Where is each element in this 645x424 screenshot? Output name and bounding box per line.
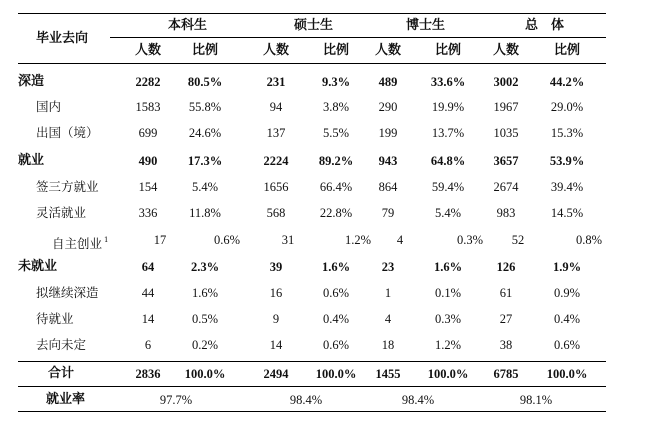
cell-ratio: 24.6%: [188, 126, 222, 140]
cell-count: 1035: [493, 126, 519, 140]
row-label: 拟继续深造: [36, 285, 99, 300]
row-label-header: 毕业去向: [36, 31, 89, 46]
group-header-phd: 博士生: [406, 18, 446, 33]
cell-ratio: 2.3%: [190, 260, 220, 274]
cell-count: 14: [141, 312, 155, 326]
cell-ratio: 0.6%: [322, 338, 350, 352]
cell-count: 38: [499, 338, 513, 352]
cell-count: 290: [378, 100, 398, 114]
cell-ratio: 59.4%: [431, 180, 465, 194]
cell-count: 61: [499, 286, 513, 300]
cell-ratio: 15.3%: [550, 126, 584, 140]
cell-count: 699: [138, 126, 158, 140]
cell-ratio: 13.7%: [431, 126, 465, 140]
cell-count: 16: [269, 286, 283, 300]
cell-ratio: 0.4%: [322, 312, 350, 326]
cell-count: 94: [269, 100, 283, 114]
total-ratio: 100.0%: [546, 367, 588, 381]
cell-count: 231: [266, 75, 286, 89]
cell-ratio: 89.2%: [318, 154, 354, 168]
cell-ratio: 5.4%: [191, 180, 219, 194]
group-header-master: 硕士生: [294, 18, 334, 33]
cell-count: 31: [281, 233, 295, 247]
cell-ratio: 0.3%: [434, 312, 462, 326]
subheader-ratio: 比例: [434, 43, 462, 58]
cell-ratio: 64.8%: [430, 154, 466, 168]
employment-rate-value: 98.1%: [519, 393, 553, 407]
cell-count: 4: [384, 312, 392, 326]
employment-rate-value: 97.7%: [159, 393, 193, 407]
cell-ratio: 9.3%: [321, 75, 351, 89]
row-label: 就业: [18, 153, 45, 168]
cell-count: 64: [141, 260, 155, 274]
total-ratio: 100.0%: [315, 367, 357, 381]
cell-ratio: 0.5%: [191, 312, 219, 326]
cell-count: 3657: [493, 154, 519, 168]
cell-ratio: 1.6%: [191, 286, 219, 300]
cell-count: 79: [381, 206, 395, 220]
row-label: 国内: [36, 99, 62, 114]
row-label: 签三方就业: [36, 179, 99, 194]
cell-count: 27: [499, 312, 513, 326]
total-ratio: 100.0%: [427, 367, 469, 381]
cell-count: 154: [138, 180, 158, 194]
cell-count: 1967: [493, 100, 519, 114]
cell-ratio: 55.8%: [188, 100, 222, 114]
row-label: 灵活就业: [36, 205, 87, 220]
cell-ratio: 14.5%: [550, 206, 584, 220]
total-ratio: 100.0%: [184, 367, 226, 381]
total-label: 合计: [48, 366, 75, 381]
cell-ratio: 0.6%: [213, 233, 241, 247]
cell-count: 2674: [493, 180, 519, 194]
subheader-ratio: 比例: [553, 43, 581, 58]
cell-count: 943: [378, 154, 398, 168]
cell-count: 199: [378, 126, 398, 140]
cell-count: 1583: [135, 100, 161, 114]
total-count: 2836: [135, 367, 161, 381]
cell-count: 14: [269, 338, 283, 352]
cell-ratio: 11.8%: [189, 206, 221, 220]
cell-ratio: 3.8%: [322, 100, 350, 114]
subheader-ratio: 比例: [191, 43, 219, 58]
cell-count: 490: [138, 154, 158, 168]
cell-count: 126: [496, 260, 516, 274]
cell-ratio: 1.2%: [434, 338, 462, 352]
cell-ratio: 22.8%: [319, 206, 353, 220]
footnote-marker: 1: [104, 236, 109, 244]
cell-count: 1656: [263, 180, 289, 194]
top-rule: [18, 13, 606, 14]
total-count: 1455: [375, 367, 401, 381]
cell-ratio: 29.0%: [550, 100, 584, 114]
cell-ratio: 0.6%: [322, 286, 350, 300]
cell-count: 137: [266, 126, 286, 140]
cell-count: 2224: [263, 154, 289, 168]
total-top-rule: [18, 361, 606, 362]
row-label: 去向未定: [36, 337, 87, 352]
cell-ratio: 0.1%: [434, 286, 462, 300]
row-label: 待就业: [36, 311, 74, 326]
cell-ratio: 1.9%: [552, 260, 582, 274]
group-rule: [110, 37, 606, 38]
subheader-ratio: 比例: [322, 43, 350, 58]
cell-count: 39: [269, 260, 283, 274]
cell-count: 489: [378, 75, 398, 89]
bottom-rule: [18, 411, 606, 412]
subheader-count: 人数: [134, 43, 162, 58]
cell-ratio: 80.5%: [187, 75, 223, 89]
cell-ratio: 5.5%: [322, 126, 350, 140]
cell-ratio: 0.9%: [553, 286, 581, 300]
cell-ratio: 5.4%: [434, 206, 462, 220]
cell-ratio: 39.4%: [550, 180, 584, 194]
employment-rate-value: 98.4%: [289, 393, 323, 407]
cell-ratio: 19.9%: [431, 100, 465, 114]
cell-ratio: 0.6%: [553, 338, 581, 352]
cell-count: 9: [272, 312, 280, 326]
cell-ratio: 44.2%: [549, 75, 585, 89]
header-bottom-rule: [18, 63, 606, 64]
row-label: 出国（境）: [36, 125, 99, 140]
cell-ratio: 1.2%: [344, 233, 372, 247]
subheader-count: 人数: [262, 43, 290, 58]
cell-count: 44: [141, 286, 155, 300]
cell-count: 4: [396, 233, 404, 247]
cell-count: 983: [496, 206, 516, 220]
subheader-count: 人数: [492, 43, 520, 58]
cell-ratio: 0.2%: [191, 338, 219, 352]
cell-ratio: 0.8%: [575, 233, 603, 247]
employment-rate-label: 就业率: [46, 392, 86, 407]
cell-ratio: 33.6%: [430, 75, 466, 89]
subheader-count: 人数: [374, 43, 402, 58]
row-label: 自主创业 $^1$: [52, 236, 109, 251]
cell-ratio: 66.4%: [319, 180, 353, 194]
cell-ratio: 1.6%: [321, 260, 351, 274]
cell-count: 864: [378, 180, 398, 194]
row-label: 深造: [18, 74, 45, 89]
employment-rate-value: 98.4%: [401, 393, 435, 407]
cell-count: 2282: [135, 75, 161, 89]
cell-count: 568: [266, 206, 286, 220]
cell-ratio: 1.6%: [433, 260, 463, 274]
row-label: 未就业: [18, 259, 58, 274]
cell-count: 52: [511, 233, 525, 247]
cell-count: 17: [153, 233, 167, 247]
total-count: 6785: [493, 367, 519, 381]
group-header-undergrad: 本科生: [168, 18, 208, 33]
cell-count: 23: [381, 260, 395, 274]
total-bottom-rule: [18, 386, 606, 387]
cell-count: 6: [144, 338, 152, 352]
cell-ratio: 53.9%: [549, 154, 585, 168]
cell-count: 1: [384, 286, 392, 300]
cell-count: 18: [381, 338, 395, 352]
cell-count: 3002: [493, 75, 519, 89]
cell-ratio: 0.4%: [553, 312, 581, 326]
cell-ratio: 0.3%: [456, 233, 484, 247]
group-header-total: 总 体: [525, 18, 565, 33]
cell-count: 336: [138, 206, 158, 220]
total-count: 2494: [263, 367, 289, 381]
cell-ratio: 17.3%: [187, 154, 223, 168]
